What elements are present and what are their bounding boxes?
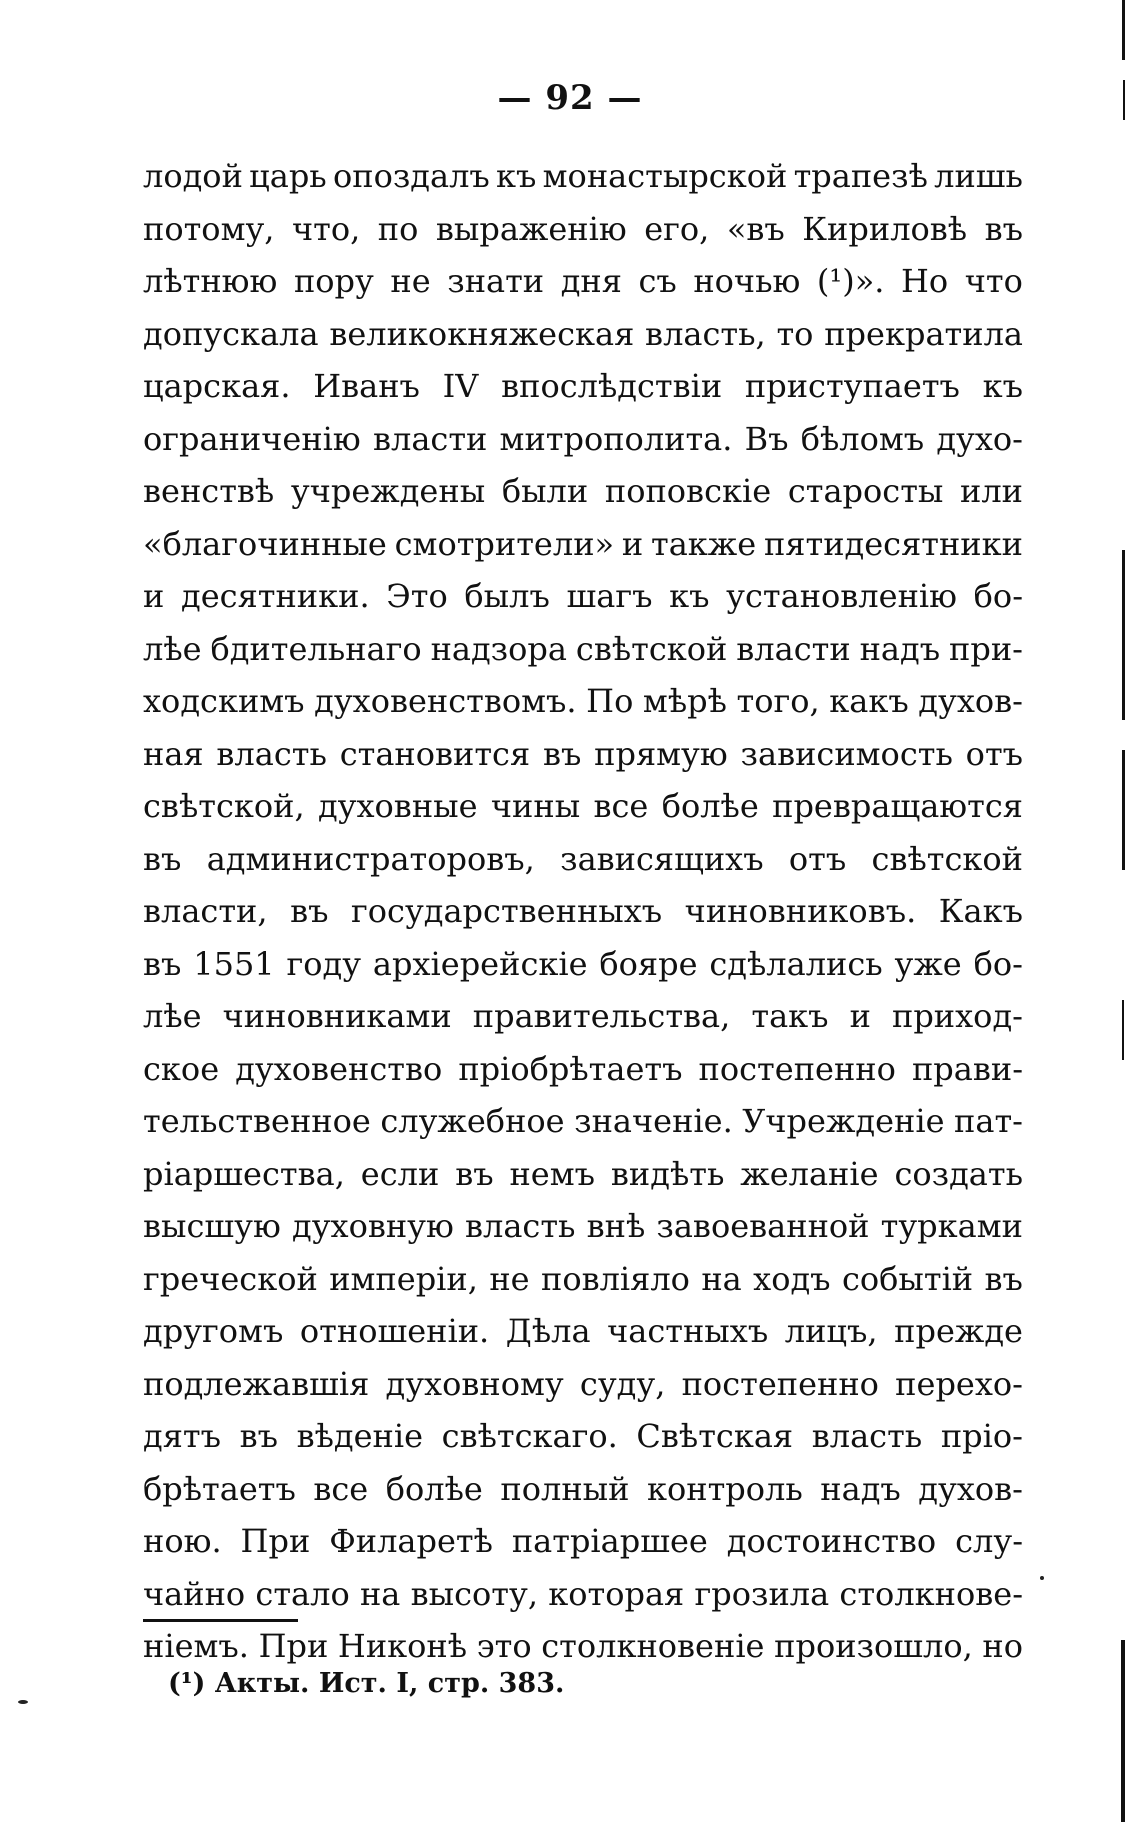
scan-edge-line <box>1122 0 1125 60</box>
text-line: ріаршества, если въ немъ видѣть желаніе создать <box>143 1154 1023 1193</box>
text-line: тельственное служебное значеніе. Учрежденіе пат- <box>143 1102 1023 1140</box>
text-line: свѣтской, духовные чины все болѣе превращаются <box>143 787 1023 825</box>
text-line: брѣтаетъ все болѣе полный контроль надъ духов- <box>143 1469 1023 1508</box>
page-number: — 92 — <box>497 78 643 118</box>
text-line: венствѣ учреждены были поповскіе старосты или <box>143 472 1023 510</box>
text-line: высшую духовную власть внѣ завоеванной турками <box>143 1207 1023 1245</box>
text-line: греческой имперіи, не повліяло на ходъ событій въ <box>143 1259 1023 1298</box>
text-line: потому, что, по выраженію его, «въ Кириловѣ въ <box>143 209 1023 248</box>
scan-edge-line <box>1122 550 1125 720</box>
text-line: допускала великокняжеская власть, то прекратила <box>143 314 1023 353</box>
text-line: «благочинные смотрители» и также пятидесятники <box>143 524 1023 563</box>
footnote: (¹) Акты. Ист. I, стр. 383. <box>168 1668 565 1699</box>
text-line: чайно стало на высоту, которая грозила столкнове- <box>143 1574 1023 1613</box>
scan-edge-line <box>1122 750 1125 870</box>
scan-edge-line <box>1121 1640 1125 1822</box>
text-line: лѣе бдительнаго надзора свѣтской власти надъ при- <box>143 629 1023 668</box>
text-line: лодой царь опоздалъ къ монастырской трапезѣ лишь <box>143 157 1023 195</box>
text-line: въ 1551 году архіерейскіе бояре сдѣлались уже бо- <box>143 944 1023 983</box>
text-line: ограниченію власти митрополита. Въ бѣломъ духо- <box>143 419 1023 458</box>
scan-speck <box>18 1700 28 1704</box>
text-line: царская. Иванъ IV впослѣдствіи приступаетъ къ <box>143 367 1023 405</box>
text-line: ское духовенство пріобрѣтаетъ постепенно прави- <box>143 1049 1023 1088</box>
text-line: ною. При Филаретѣ патріаршее достоинство слу- <box>143 1522 1023 1560</box>
scan-speck <box>1040 1576 1044 1580</box>
text-line: ніемъ. При Никонѣ это столкновеніе произошло, но <box>143 1627 1023 1665</box>
scan-edge-line <box>1123 80 1125 120</box>
body-text <box>143 150 1023 1673</box>
scan-edge-line <box>1122 1000 1124 1060</box>
text-line: другомъ отношеніи. Дѣла частныхъ лицъ, прежде <box>143 1312 1023 1350</box>
text-line: и десятники. Это былъ шагъ къ установленію бо- <box>143 577 1023 615</box>
footnote-divider <box>143 1619 298 1622</box>
text-line: подлежавшія духовному суду, постепенно перехо- <box>143 1364 1023 1403</box>
text-line: власти, въ государственныхъ чиновниковъ. Какъ <box>143 892 1023 930</box>
text-line: въ администраторовъ, зависящихъ отъ свѣтской <box>143 839 1023 878</box>
text-line: дятъ въ вѣденіе свѣтскаго. Свѣтская власть пріо- <box>143 1417 1023 1455</box>
text-line: ходскимъ духовенствомъ. По мѣрѣ того, какъ духов- <box>143 682 1023 720</box>
text-line: ная власть становится въ прямую зависимость отъ <box>143 734 1023 773</box>
text-line: лѣе чиновниками правительства, такъ и приход- <box>143 997 1023 1035</box>
text-line: лѣтнюю пору не знати дня съ ночью (¹)». Но что <box>143 262 1023 300</box>
